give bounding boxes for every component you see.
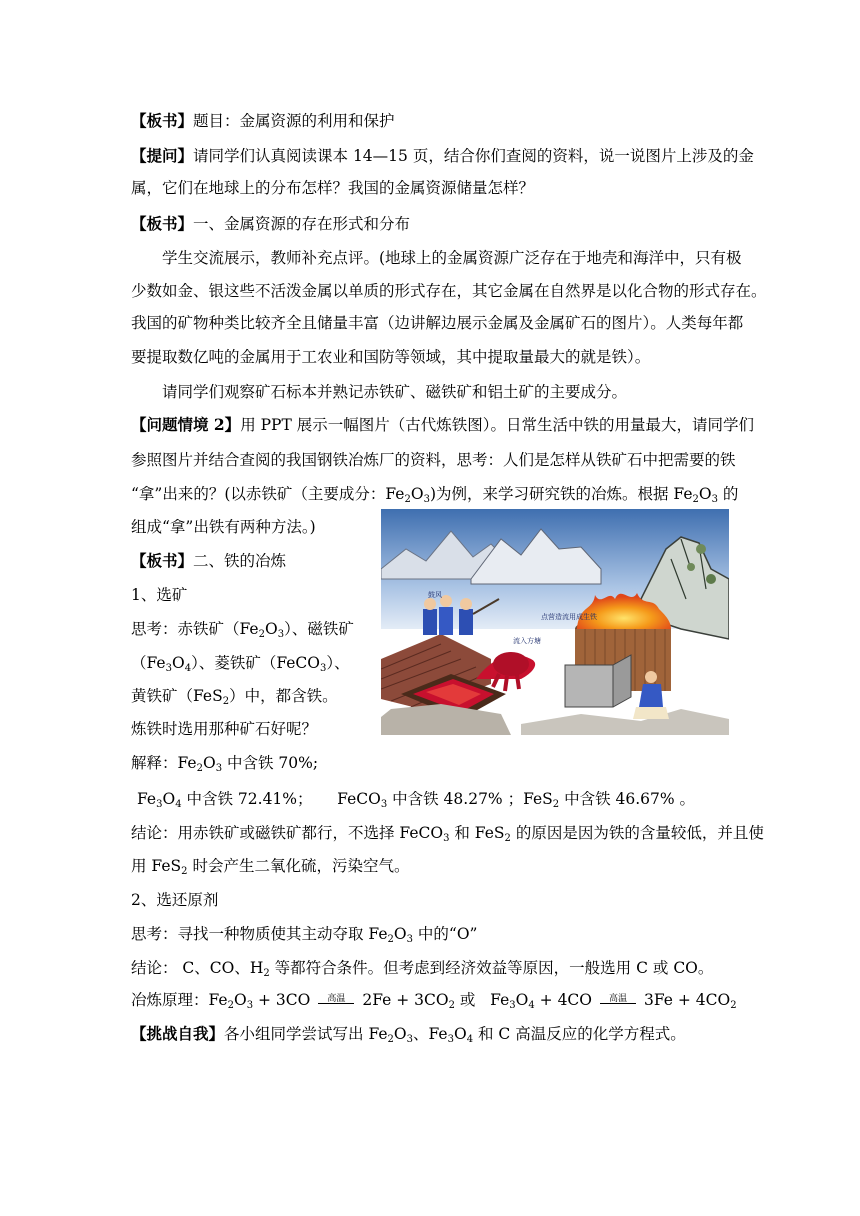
paragraph-text: 我国的矿物种类比较齐全且储量丰富（边讲解边展示金属及金属矿石的图片）。人类每年都 xyxy=(131,314,744,332)
paragraph-text: 少数如金、银这些不活泼金属以单质的形式存在，其它金属在自然界是以化合物的形式存在。 xyxy=(131,282,767,300)
think-text: ）、菱铁矿（FeCO xyxy=(191,654,320,672)
think-text: 中的“O” xyxy=(412,925,478,943)
challenge-text: O xyxy=(453,1025,467,1043)
scenario-line-4 xyxy=(131,517,316,537)
scenario-text: O xyxy=(698,485,712,503)
conclusion-text: 和 FeS xyxy=(449,824,505,842)
conclusion-2: 结论： C、CO、$H_2$ 等都符合条件。但考虑到经济效益等原因，一般选用 C 或 CO。 xyxy=(131,959,714,979)
question-text-1: 请同学们认真阅读课本 14—15 页，结合你们查阅的资料，说一说图片上涉及的金 xyxy=(193,147,754,165)
board-title-line xyxy=(131,111,395,131)
conclusion-line-2: 用 FeS$_2$ 时会产生二氧化硫，污染空气。 xyxy=(131,857,410,877)
answer-text: FeCO xyxy=(337,790,381,808)
board-tag: 【板书】 xyxy=(131,111,194,130)
think-text: 思考：寻找一种物质使其主动夺取 Fe xyxy=(131,925,388,943)
think-line-1: 思考：赤铁矿$(Fe_2O_3)$、磁铁矿 xyxy=(131,620,354,640)
answer-text: O xyxy=(202,754,216,772)
paragraph-line xyxy=(131,313,743,333)
paragraph-line xyxy=(131,281,767,301)
challenge-text: 和 C 高温反应的化学方程式。 xyxy=(473,1025,686,1043)
paragraph-text: 学生交流展示，教师补充点评。(地球上的金属资源广泛存在于地壳和海洋中，只有极 xyxy=(162,249,742,267)
challenge-tag: 【挑战自我】 xyxy=(131,1024,225,1043)
paragraph-line xyxy=(131,347,650,367)
paragraph-line xyxy=(162,248,742,268)
scenario-text: 的 xyxy=(717,485,739,503)
think-2: 思考：寻找一种物质使其主动夺取 $Fe_2O_3$ 中的“O” xyxy=(131,925,478,945)
equation-text: + 4CO xyxy=(534,991,593,1009)
paragraph-line xyxy=(162,382,627,402)
step-1 xyxy=(131,585,187,605)
answer-text: 中含铁 46.67% 。 xyxy=(559,790,696,808)
reaction-arrow xyxy=(316,991,356,1011)
scenario-text: 参照图片并结合查阅的我国钢铁冶炼厂的资料，思考：人们是怎样从铁矿石中把需要的铁 xyxy=(131,451,736,469)
think-text: ）中，都含铁。 xyxy=(229,687,338,705)
section-heading-1: 一、金属资源的存在形式和分布 xyxy=(193,215,411,233)
answer-text: 中含铁 72.41%； xyxy=(181,790,313,808)
question-text-2: 属，它们在地球上的分布怎样？我国的金属资源储量怎样？ xyxy=(131,179,535,197)
equation-text: + 3CO xyxy=(253,991,311,1009)
challenge-text: 、Fe xyxy=(413,1025,448,1043)
scenario-line-1 xyxy=(131,415,754,435)
step-heading: 2、选还原剂 xyxy=(131,891,219,909)
scenario-tag: 【问题情境 2】 xyxy=(131,415,241,434)
answer-text: 中含铁 70%; xyxy=(222,754,319,772)
equation-text: O xyxy=(233,991,247,1009)
question-line-2 xyxy=(131,178,534,198)
conclusion-line-1: 结论：用赤铁矿或磁铁矿都行，不选择 FeCO$_3$ 和 FeS$_2$ 的原因是因为铁的含量较低，并且使 xyxy=(131,824,764,844)
paragraph-text: 要提取数亿吨的金属用于工农业和国防等领域，其中提取量最大的就是铁）。 xyxy=(131,348,651,366)
challenge-text: O xyxy=(393,1025,407,1043)
principle-label: 冶炼原理： xyxy=(131,991,209,1009)
section-heading-2: 二、铁的冶炼 xyxy=(193,552,287,570)
think-text: ）、 xyxy=(326,654,350,672)
scenario-line-2 xyxy=(131,450,736,470)
board-tag: 【板书】 xyxy=(131,551,194,570)
conclusion-text: 结论： C、CO、H xyxy=(131,959,264,977)
scenario-text: 用 PPT 展示一幅图片（古代炼铁图）。日常生活中铁的用量最大，请同学们 xyxy=(240,416,754,434)
think-line-2: $(Fe_3O_4)$、菱铁矿（FeCO$_3$）、 xyxy=(131,654,350,674)
step-2 xyxy=(131,890,218,910)
paragraph-text: 请同学们观察矿石标本并熟记赤铁矿、磁铁矿和铝土矿的主要成分。 xyxy=(162,383,628,401)
answer-text: O xyxy=(162,790,176,808)
challenge-line: 【挑战自我】各小组同学尝试写出 $Fe_2O_3$、$Fe_3O_4$ 和 C 高温反应的化学方程式。 xyxy=(131,1024,686,1045)
conclusion-text: 的原因是因为铁的含量较低，并且使 xyxy=(510,824,764,842)
scenario-text: )为例，来学习研究铁的冶炼。根据 Fe xyxy=(429,485,693,503)
equation-text: 或 xyxy=(454,991,476,1009)
answer-text: Fe xyxy=(137,790,157,808)
think-line-4 xyxy=(131,719,317,739)
answer-text: 解释：Fe xyxy=(131,754,197,772)
think-text: O xyxy=(171,654,185,672)
ancient-iron-smelting-illustration xyxy=(381,509,729,735)
scenario-line-3: “拿”出来的？(以赤铁矿（主要成分：$Fe_2O_3$)为例，来学习研究铁的冶炼。根据 $Fe_2O_3$ 的 xyxy=(131,485,739,505)
reaction-arrow xyxy=(598,991,638,1011)
board-section-2 xyxy=(131,551,286,571)
think-text: O xyxy=(393,925,407,943)
equation-text: Fe xyxy=(208,991,228,1009)
question-tag: 【提问】 xyxy=(131,146,194,165)
question-line-1 xyxy=(131,146,754,166)
think-text: 黄铁矿（FeS xyxy=(131,687,223,705)
answer-text: 中含铁 48.27% ；FeS xyxy=(387,790,553,808)
challenge-text: 各小组同学尝试写出 Fe xyxy=(224,1025,388,1043)
board-section-1 xyxy=(131,214,410,234)
scenario-text: O xyxy=(410,485,424,503)
think-text: 思考：赤铁矿（Fe xyxy=(131,620,259,638)
equation-text: Fe xyxy=(490,991,510,1009)
think-line-3: 黄铁矿（FeS$_2$）中，都含铁。 xyxy=(131,687,338,707)
label-pond: 流入方塘 xyxy=(513,637,541,645)
conclusion-text: 时会产生二氧化硫，污染空气。 xyxy=(187,857,410,875)
equation-text: O xyxy=(515,991,529,1009)
lesson-title: 题目：金属资源的利用和保护 xyxy=(193,112,395,130)
reaction-condition: 高温 xyxy=(609,994,628,1004)
conclusion-text: 结论：用赤铁矿或磁铁矿都行，不选择 FeCO xyxy=(131,824,444,842)
equation-text: 2Fe + 3CO xyxy=(362,991,449,1009)
label-bellows: 鼓风 xyxy=(428,591,442,599)
reaction-condition: 高温 xyxy=(327,994,346,1004)
think-text: ）、磁铁矿 xyxy=(284,620,354,638)
label-furnace: 点营造流用成生铁 xyxy=(541,613,597,621)
think-text: O xyxy=(264,620,278,638)
think-text: （Fe xyxy=(131,654,166,672)
board-tag: 【板书】 xyxy=(131,214,194,233)
answer-line-2: $Fe_3O_4$ 中含铁 72.41%； FeCO$_3$ 中含铁 48.27% ；FeS$_2$ 中含铁 46.67% 。 xyxy=(137,790,696,810)
scenario-text: 组成“拿”出铁有两种方法。) xyxy=(131,518,316,536)
step-heading: 1、选矿 xyxy=(131,586,188,604)
think-text: 炼铁时选用那种矿石好呢？ xyxy=(131,720,318,738)
conclusion-text: 用 FeS xyxy=(131,857,182,875)
answer-line-1: 解释：$Fe_2O_3$ 中含铁 70%; xyxy=(131,754,319,774)
equation-text: 3Fe + 4CO xyxy=(644,991,731,1009)
scenario-text: “拿”出来的？(以赤铁矿（主要成分：Fe xyxy=(131,485,405,503)
conclusion-text: 等都符合条件。但考虑到经济效益等原因，一般选用 C 或 CO。 xyxy=(269,959,714,977)
principle-line: 冶炼原理：$Fe_2O_3 + 3CO$ 高温 $2Fe + 3CO_2$ 或 $Fe_3O_4 + 4CO$ 高温 $3Fe + 4CO_2$ xyxy=(131,991,737,1011)
